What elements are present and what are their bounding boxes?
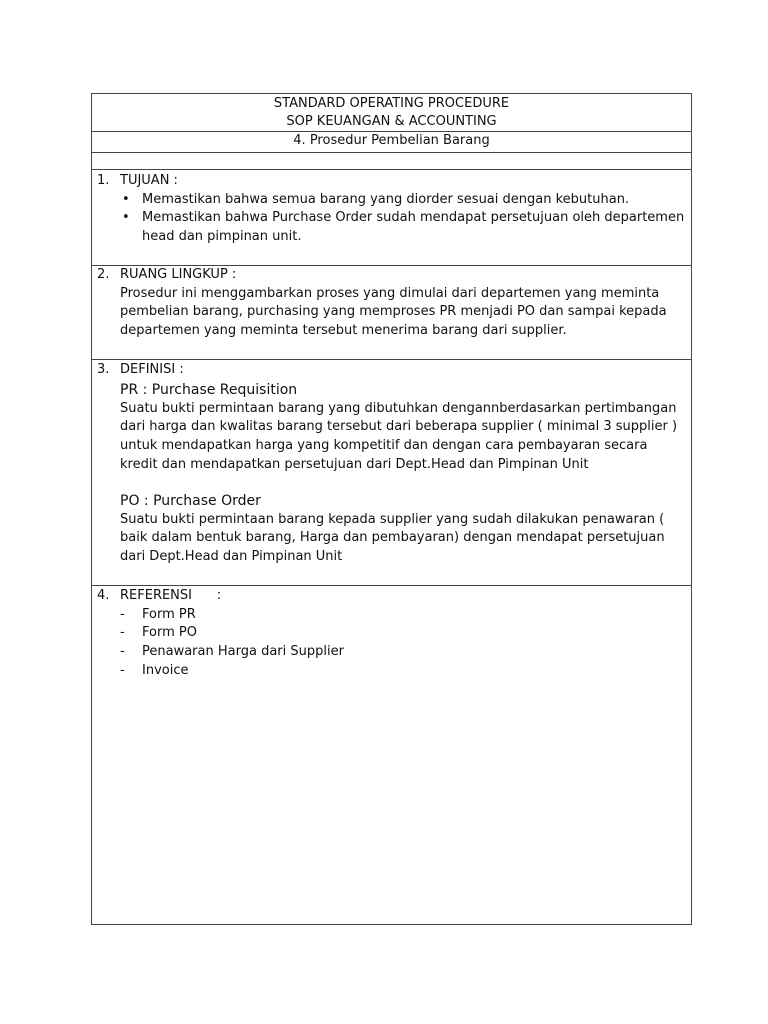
po-definition: Suatu bukti permintaan barang kepada supplier yang sudah dilakukan penawaran ( baik dalam bentuk barang, Harga dan pembayaran) dengan mendapat persetujuan dari Dept.Head dan Pimpinan Unit	[120, 511, 665, 564]
list-item-text: Invoice	[142, 662, 189, 678]
pr-heading: PR : Purchase Requisition	[120, 381, 298, 398]
list-item	[120, 624, 685, 643]
list-item	[120, 643, 685, 662]
pr-definition: Suatu bukti permintaan barang yang dibutuhkan dengannberdasarkan pertimbangan dari harga dan kwalitas barang tersebut dari beberapa supplier ( minimal 3 supplier ) untuk mendapatkan harga yang kompetitif dan dengan cara pembayaran secara kredit dan mendapatkan persetujuan dari Dept.Head dan Pimpinan Unit	[120, 400, 678, 472]
section-tujuan	[92, 170, 691, 266]
section-number: 3.	[97, 362, 110, 377]
list-item	[120, 191, 685, 210]
section-number: 4.	[97, 588, 110, 603]
document-header	[92, 94, 691, 132]
bullet-icon: •	[122, 191, 130, 207]
blank-row	[92, 153, 691, 170]
dash-icon: -	[120, 644, 125, 660]
section-referensi	[92, 586, 691, 924]
list-item	[120, 606, 685, 625]
dash-icon: -	[120, 662, 125, 678]
section-ruang-lingkup	[92, 266, 691, 360]
section-title: RUANG LINGKUP :	[120, 267, 237, 282]
referensi-list	[120, 606, 685, 681]
header-department: SOP KEUANGAN & ACCOUNTING	[286, 114, 497, 129]
list-item-text: Memastikan bahwa semua barang yang diorder sesuai dengan kebutuhan.	[142, 191, 630, 207]
list-item-text: Memastikan bahwa Purchase Order sudah mendapat persetujuan oleh departemen head dan pimpinan unit.	[142, 210, 685, 245]
section-title: DEFINISI :	[120, 362, 184, 377]
section-title: TUJUAN :	[120, 173, 178, 188]
header-title: STANDARD OPERATING PROCEDURE	[273, 96, 510, 111]
list-item-text: Form PO	[142, 625, 197, 641]
bullet-icon: •	[122, 210, 130, 226]
tujuan-list	[120, 191, 685, 247]
po-heading: PO : Purchase Order	[120, 492, 261, 509]
list-item	[120, 662, 685, 681]
section-number: 2.	[97, 267, 110, 282]
section-definisi	[92, 360, 691, 586]
dash-icon: -	[120, 606, 125, 622]
dash-icon: -	[120, 625, 125, 641]
list-item-text: Form PR	[142, 606, 196, 622]
procedure-title: 4. Prosedur Pembelian Barang	[92, 132, 691, 153]
list-item-text: Penawaran Harga dari Supplier	[142, 644, 344, 660]
sop-document-table	[91, 93, 692, 925]
spacer	[120, 475, 685, 491]
list-item	[120, 209, 685, 246]
section-title: REFERENSI :	[120, 588, 222, 603]
section-paragraph: Prosedur ini menggambarkan proses yang dimulai dari departemen yang meminta pembelian barang, purchasing yang memproses PR menjadi PO dan sampai kepada departemen yang meminta tersebut menerima barang dari supplier.	[120, 285, 667, 339]
section-number: 1.	[97, 173, 110, 188]
